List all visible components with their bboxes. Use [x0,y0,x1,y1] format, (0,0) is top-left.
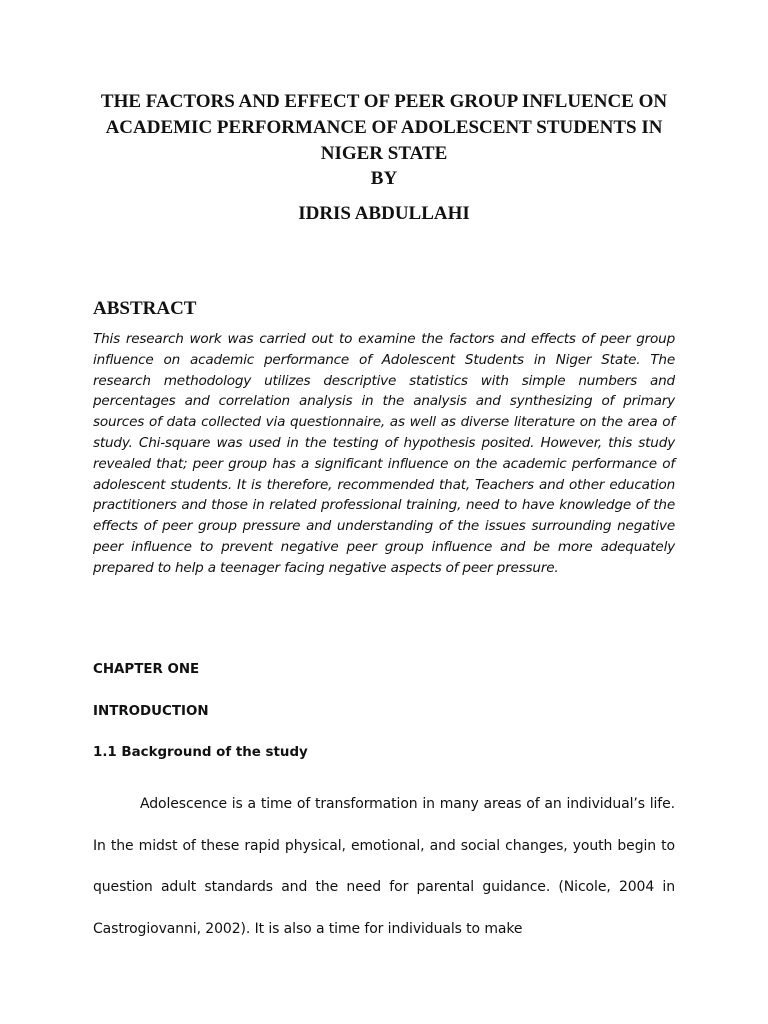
background-subheading: 1.1 Background of the study [93,745,308,760]
abstract-text: This research work was carried out to examine the factors and effects of peer group influence on academic performance of Adolescent Students in Niger State. The research methodology utilizes descriptive statistics with simple numbers and percentages and correlation analysis in the analysis and synthesizing of primary sources of data collected via questionnaire, as well as diverse literature on the area of study. Chi-square was used in the testing of hypothesis posited. However, this study revealed that; peer group has a significant influence on the academic performance of adolescent students. It is therefore, recommended that, Teachers and other education practitioners and those in related professional training, need to have knowledge of the effects of peer group pressure and understanding of the issues surrounding negative peer influence to prevent negative peer group influence and be more adequately prepared to help a teenager facing negative aspects of peer pressure. [93,331,675,576]
document-title: THE FACTORS AND EFFECT OF PEER GROUP INFLUENCE ON ACADEMIC PERFORMANCE OF ADOLESCENT STUDENTS IN NIGER STATE [100,91,668,164]
by-label: BY [370,168,398,189]
author-name: IDRIS ABDULLAHI [298,203,470,224]
introduction-heading: INTRODUCTION [93,704,209,719]
background-paragraph: Adolescence is a time of transformation in many areas of an individual’s life. In the midst of these rapid physical, emotional, and social changes, youth begin to question adult standards and the need for parental guidance. (Nicole, 2004 in Castrogiovanni, 2002). It is also a time for individuals to make [93,796,675,937]
abstract-heading: ABSTRACT [93,298,197,319]
chapter-heading: CHAPTER ONE [93,662,200,677]
